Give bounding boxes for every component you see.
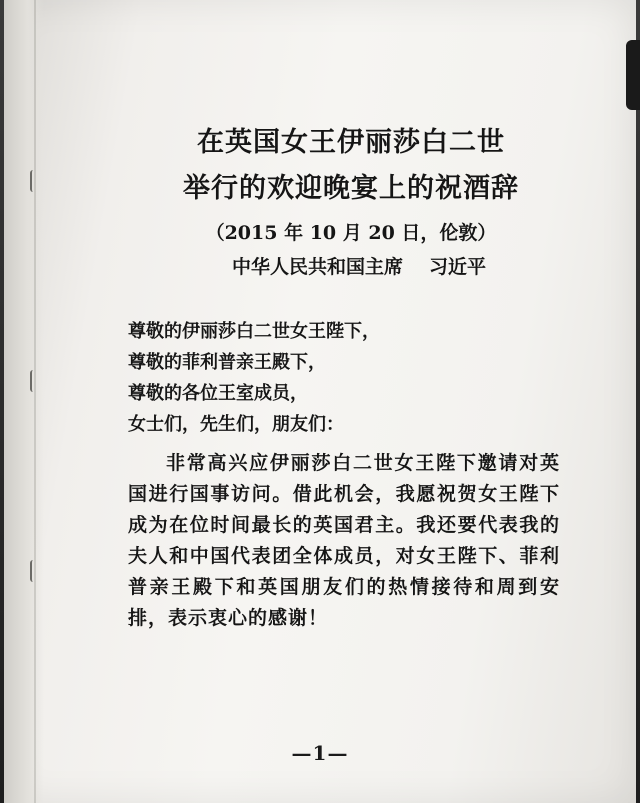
title-line-2: 举行的欢迎晚宴上的祝酒辞 [183, 173, 519, 204]
salutation-line: 尊敬的菲利普亲王殿下， [128, 352, 326, 373]
salutation-line: 女士们，先生们，朋友们： [128, 414, 344, 435]
salutation-line: 尊敬的各位王室成员， [128, 383, 308, 404]
binding-mark [30, 370, 38, 392]
body-paragraph: 非常高兴应伊丽莎白二世女王陛下邀请对英国进行国事访问。借此机会，我愿祝贺女王陛下成为在位时间最长的英国君主。我还要代表我的夫人和中国代表团全体成员，对女王陛下、菲利普亲王殿下和英国朋友们的热情接待和周到安排，表示衷心的感谢！ [128, 452, 560, 629]
author-title: 中华人民共和国主席 [231, 256, 403, 278]
document-body [96, 120, 566, 634]
background-shadow [626, 40, 640, 110]
salutation-list [96, 316, 566, 440]
page-number: —1— [291, 741, 349, 765]
title-line-1: 在英国女王伊丽莎白二世 [197, 127, 505, 158]
page-binding-edge [4, 0, 44, 803]
binding-mark [30, 560, 38, 582]
author [96, 250, 566, 284]
author-name: 习近平 [429, 256, 487, 278]
salutation-line: 尊敬的伊丽莎白二世女王陛下， [128, 321, 380, 342]
date-location: （2015 年 10 月 20 日，伦敦） [205, 222, 497, 244]
binding-mark [30, 170, 38, 192]
